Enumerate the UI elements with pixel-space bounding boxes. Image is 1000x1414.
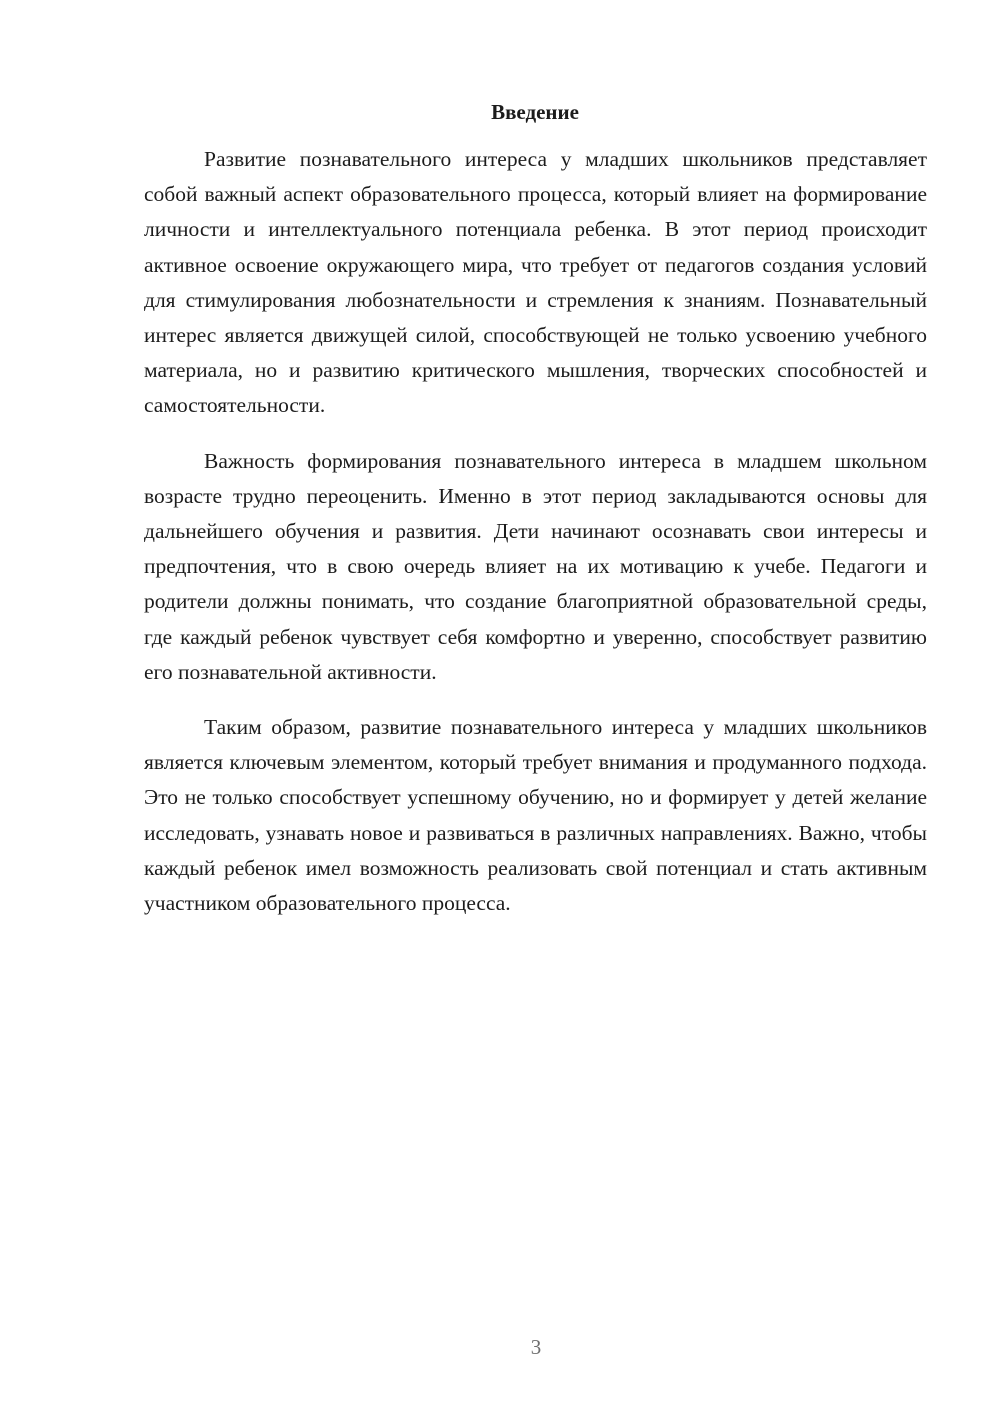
paragraph-3: Таким образом, развитие познавательного интереса у младших школьников является ключевым элементом, который требует внимания и продуманного подхода. Это не только способствует успешному обучению, но и формирует у детей желание исследовать, узнавать новое и развиваться в различных направлениях. Важно, чтобы каждый ребенок имел возможность реализовать свой потенциал и стать активным участником образовательного процесса. [144, 715, 927, 916]
page-number: 3 [530, 1335, 542, 1359]
page-title: Введение [491, 100, 579, 124]
paragraph-2: Важность формирования познавательного интереса в младшем школьном возрасте трудно переоценить. Именно в этот период закладываются основы для дальнейшего обучения и развития. Дети начинают осознавать свои интересы и предпочтения, что в свою очередь влияет на их мотивацию к учебе. Педагоги и родители должны понимать, что создание благоприятной образовательной среды, где каждый ребенок чувствует себя комфортно и уверенно, способствует развитию его познавательной активности. [144, 448, 927, 684]
body-text [144, 142, 927, 921]
paragraph-1: Развитие познавательного интереса у младших школьников представляет собой важный аспект образовательного процесса, который влияет на формирование личности и интеллектуального потенциала ребенка. В этот период происходит активное освоение окружающего мира, что требует от педагогов создания условий для стимулирования любознательности и стремления к знаниям. Познавательный интерес является движущей силой, способствующей не только усвоению учебного материала, но и развитию критического мышления, творческих способностей и самостоятельности. [144, 147, 927, 418]
